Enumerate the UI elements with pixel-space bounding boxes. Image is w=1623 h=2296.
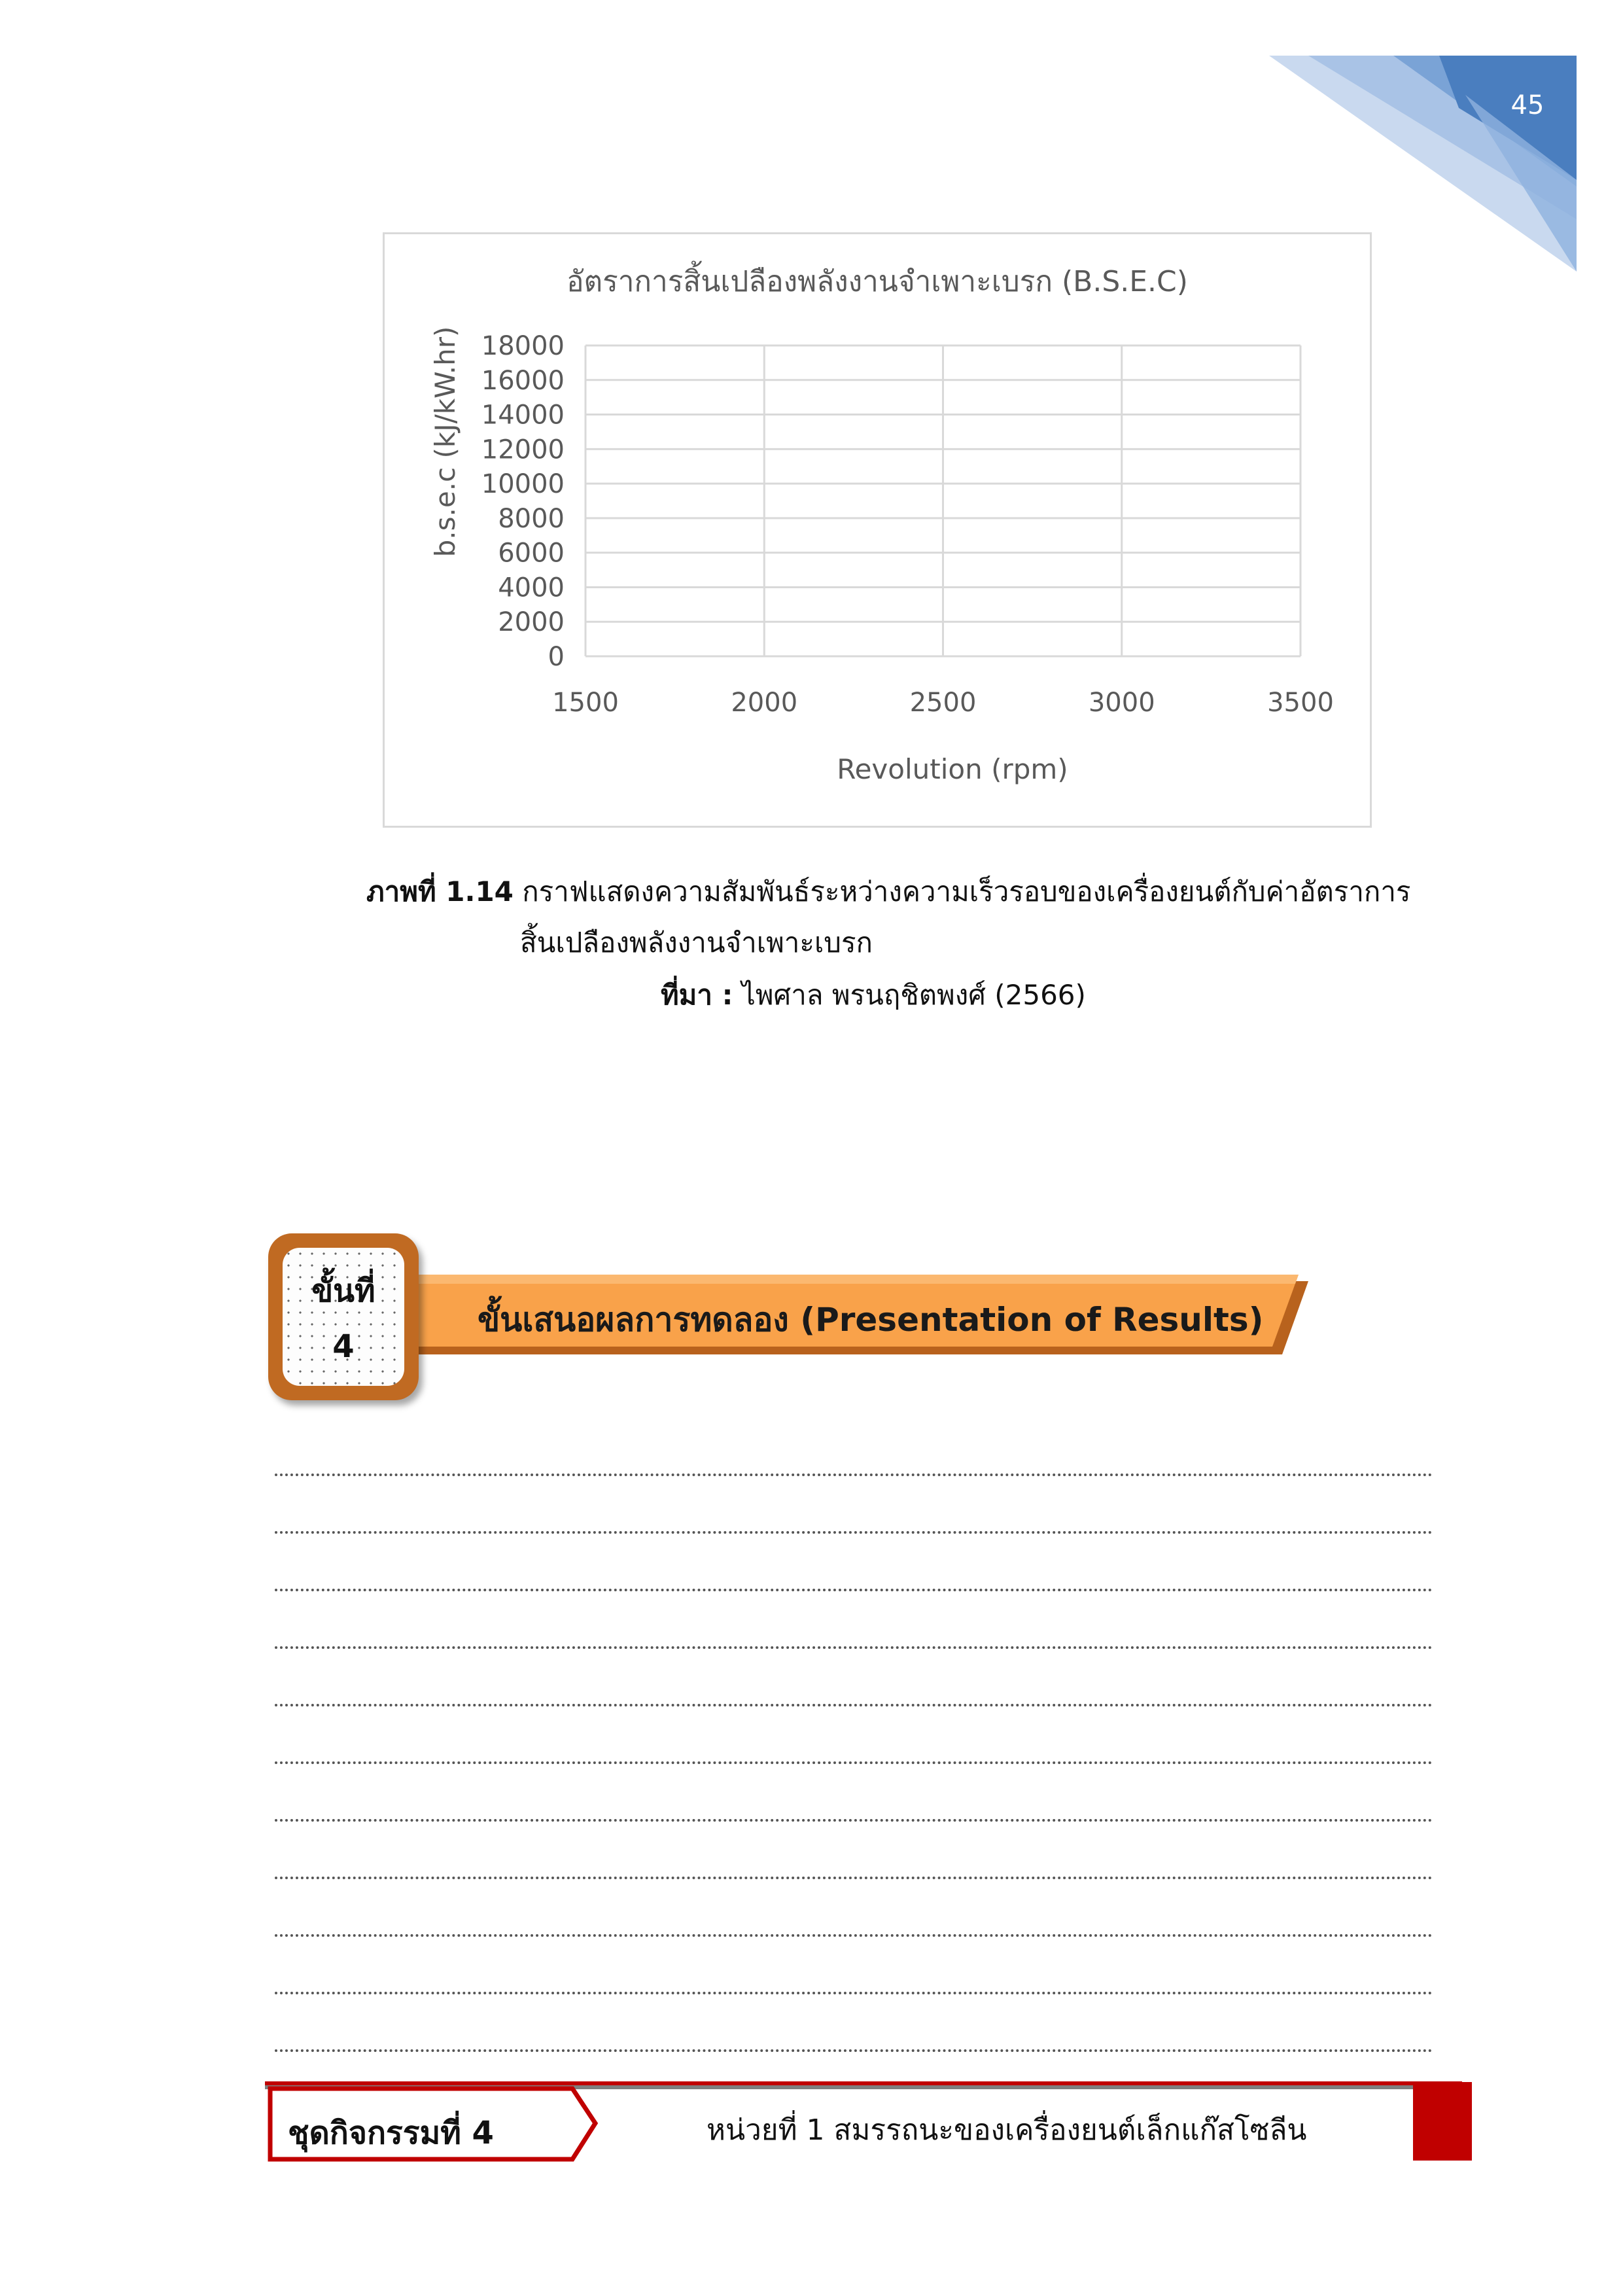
y-tick-labels (481, 331, 565, 672)
footer-unit-title: หน่วยที่ 1 สมรรถนะของเครื่องยนต์เล็กแก๊สโซลีน (707, 2113, 1307, 2147)
answer-line[interactable] (275, 1992, 1433, 1994)
source-label: ที่มา : (661, 979, 733, 1011)
answer-line[interactable] (275, 1474, 1433, 1476)
y-tick-label: 8000 (498, 503, 565, 534)
figure-source (661, 974, 1086, 1017)
figure-caption-text: กราฟแสดงความสัมพันธ์ระหว่างความเร็วรอบของเครื่องยนต์กับค่าอัตราการ (522, 875, 1411, 908)
y-tick-label: 18000 (481, 331, 565, 361)
figure-label: ภาพที่ 1.14 (366, 875, 514, 908)
y-tick-label: 2000 (498, 607, 565, 638)
x-tick-label: 3000 (1088, 688, 1155, 718)
answer-line[interactable] (275, 1531, 1433, 1534)
figure-caption-line1 (366, 870, 1410, 913)
step-number: 4 (332, 1328, 355, 1365)
step-label: ขั้นที่ (311, 1273, 375, 1309)
x-tick-label: 2500 (909, 688, 977, 718)
answer-line[interactable] (275, 1589, 1433, 1591)
x-axis-label: Revolution (rpm) (837, 753, 1068, 785)
bsec-chart (383, 232, 1372, 828)
y-axis-label: b.s.e.c (kJ/kW.hr) (429, 326, 461, 557)
y-tick-label: 16000 (481, 365, 565, 396)
x-tick-labels (552, 688, 1334, 718)
figure-caption-line2: สิ้นเปลืองพลังงานจำเพาะเบรก (520, 927, 873, 959)
answer-line[interactable] (275, 1819, 1433, 1822)
step-title: ขั้นเสนอผลการทดลอง (Presentation of Results) (478, 1301, 1264, 1339)
chart-grid (585, 345, 1300, 656)
y-tick-label: 6000 (498, 538, 565, 569)
x-tick-label: 2000 (731, 688, 798, 718)
y-tick-label: 0 (548, 642, 565, 672)
page-number: 45 (1510, 90, 1544, 120)
answer-line[interactable] (275, 1934, 1433, 1937)
answer-line[interactable] (275, 1761, 1433, 1764)
y-tick-label: 14000 (481, 400, 565, 431)
x-tick-label: 3500 (1267, 688, 1334, 718)
y-tick-label: 10000 (481, 469, 565, 500)
answer-line[interactable] (275, 1704, 1433, 1706)
footer-activity-set: ชุดกิจกรรมที่ 4 (288, 2115, 494, 2151)
chart-title: อัตราการสิ้นเปลืองพลังงานจำเพาะเบรก (B.S.E.C) (567, 265, 1188, 298)
x-tick-label: 1500 (552, 688, 619, 718)
source-text: ไพศาล พรนฤชิตพงศ์ (2566) (741, 979, 1086, 1011)
y-tick-label: 4000 (498, 573, 565, 603)
y-tick-label: 12000 (481, 434, 565, 465)
answer-line[interactable] (275, 1646, 1433, 1649)
answer-line[interactable] (275, 1877, 1433, 1879)
answer-line[interactable] (275, 2049, 1433, 2052)
